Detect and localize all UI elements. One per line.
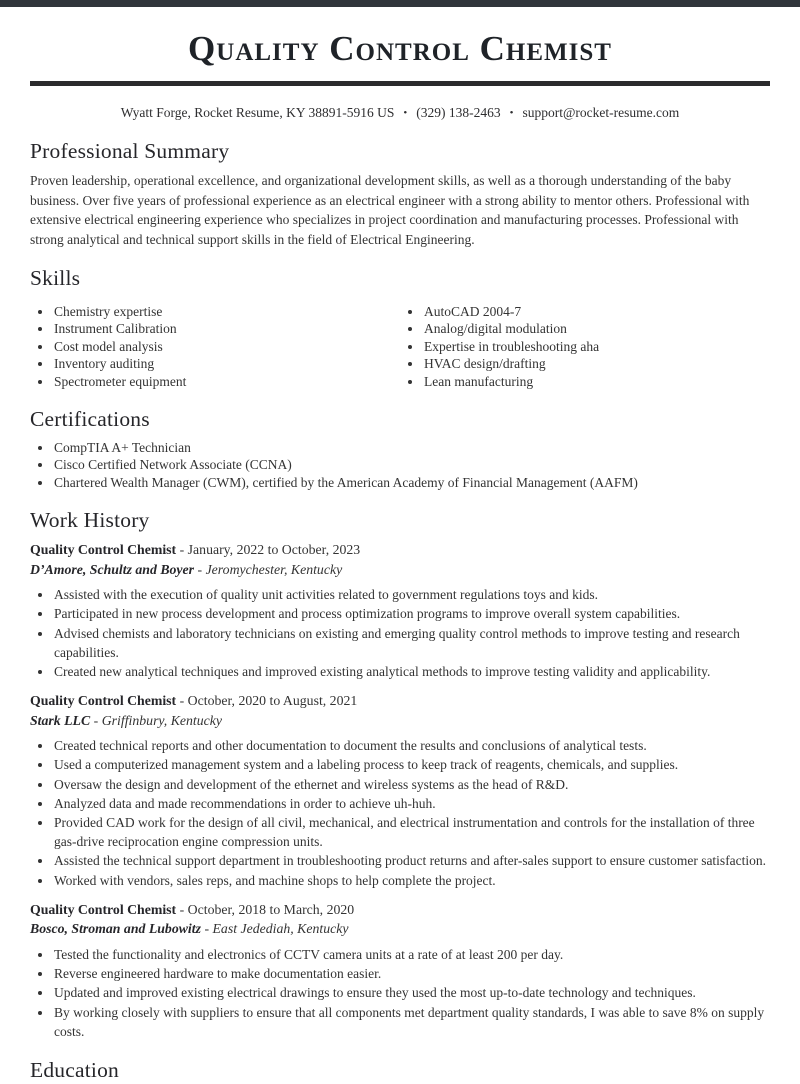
certifications-list: [30, 439, 770, 491]
resume-body: [0, 138, 800, 1084]
job-title: Quality Control Chemist: [30, 693, 177, 709]
skill-item: • Instrument Calibration: [53, 320, 400, 337]
skills-heading: Skills: [30, 266, 81, 290]
dash: -: [204, 921, 210, 937]
dash: -: [179, 693, 185, 709]
job-dates: October, 2018 to March, 2020: [187, 901, 355, 917]
skill-item: • Cost model analysis: [53, 338, 400, 355]
job-bullet-list: [30, 585, 770, 681]
skills-column-right: [400, 298, 770, 390]
job-bullet: • Assisted with the execution of quality unit activities related to government regulations toys and kids.: [53, 585, 770, 604]
job-bullet-list: [30, 945, 770, 1041]
job-company: D’Amore, Schultz and Boyer: [30, 561, 195, 577]
job-location: Griffinbury, Kentucky: [101, 712, 223, 728]
dash: -: [179, 542, 185, 558]
skill-item: • Spectrometer equipment: [53, 373, 400, 390]
job-title-line: [30, 540, 770, 560]
job-bullet: • By working closely with suppliers to ensure that all components met department quality standards, I was able to save 8% on supply costs.: [53, 1003, 770, 1041]
skill-item: • AutoCAD 2004-7: [423, 303, 770, 320]
contact-separator: •: [509, 107, 514, 119]
skill-item: • HVAC design/drafting: [423, 355, 770, 372]
job-bullet-list: [30, 736, 770, 890]
section-professional-summary: [30, 138, 770, 249]
job-bullet: • Tested the functionality and electronics of CCTV camera units at a rate of at least 200 per day.: [53, 945, 770, 964]
top-accent-bar: [0, 0, 800, 7]
dash: -: [93, 712, 99, 728]
skill-item: • Lean manufacturing: [423, 373, 770, 390]
skills-list-left: [30, 303, 400, 390]
title-divider-rule: [30, 81, 770, 86]
work-history-heading: Work History: [30, 508, 150, 533]
job-title-line: [30, 900, 770, 920]
skill-item: • Analog/digital modulation: [423, 320, 770, 337]
resume-title: Quality Control Chemist: [188, 29, 612, 68]
dash: -: [179, 901, 185, 917]
contact-phone: (329) 138-2463: [416, 105, 501, 120]
job-title-line: [30, 691, 770, 711]
job-company-line: [30, 711, 770, 731]
certifications-heading: Certifications: [30, 407, 150, 432]
job-bullet: • Reverse engineered hardware to make documentation easier.: [53, 964, 770, 983]
job-bullet: • Analyzed data and made recommendations in order to achieve uh-huh.: [53, 794, 770, 813]
contact-name-address: Wyatt Forge, Rocket Resume, KY 38891-5916 US: [120, 105, 395, 120]
skill-item: • Expertise in troubleshooting aha: [423, 338, 770, 355]
job-dates: January, 2022 to October, 2023: [187, 542, 361, 558]
section-education: [30, 1057, 770, 1084]
job-bullet: • Used a computerized management system and a labeling process to keep track of reagents, chemicals, and supplies.: [53, 755, 770, 774]
job-bullet: • Updated and improved existing electrical drawings to ensure they used the most up-to-date technology and techniques.: [53, 983, 770, 1002]
certification-item: • Chartered Wealth Manager (CWM), certified by the American Academy of Financial Management (AAFM): [53, 474, 770, 491]
job-company: Stark LLC: [30, 712, 91, 728]
job-bullet: • Provided CAD work for the design of all civil, mechanical, and electrical instrumentation and controls for the installation of three gas-drive reciprocation engine compression units.: [53, 813, 770, 851]
job-bullet: • Assisted the technical support department in troubleshooting product returns and after-sales support to ensure customer satisfaction.: [53, 851, 770, 870]
professional-summary-text: Proven leadership, operational excellence, and organizational development skills, as well as a thorough understanding of the baby business. Over five years of professional experience as an electrical engineer with a strong ability to mentor others. Professional with extensive electrical engineering experience who specializes in project coordination and manufacturing processes. Professional with strong analytical and technical support skills in the field of Electrical Engineering.: [30, 173, 750, 247]
section-work-history: [30, 507, 770, 1041]
contact-email: support@rocket-resume.com: [522, 105, 680, 120]
skills-list-right: [400, 303, 770, 390]
professional-summary-heading: Professional Summary: [30, 139, 230, 163]
contact-line: [0, 104, 800, 122]
job-location: Jeromychester, Kentucky: [205, 561, 343, 577]
job-bullet: • Participated in new process development and process optimization programs to improve overall system capabilities.: [53, 604, 770, 623]
skill-item: • Chemistry expertise: [53, 303, 400, 320]
job-bullet: • Oversaw the design and development of the ethernet and wireless systems as the head of R&D.: [53, 775, 770, 794]
section-certifications: [30, 406, 770, 491]
job-bullet: • Created technical reports and other documentation to document the results and conclusions of analytical tests.: [53, 736, 770, 755]
job-company: Bosco, Stroman and Lubowitz: [30, 921, 201, 937]
job-entry: [30, 540, 770, 681]
job-bullet: • Created new analytical techniques and improved existing analytical methods to improve testing validity and applicability.: [53, 662, 770, 681]
job-bullet: • Worked with vendors, sales reps, and machine shops to help complete the project.: [53, 871, 770, 890]
section-skills: [30, 265, 770, 390]
skill-item: • Inventory auditing: [53, 355, 400, 372]
job-bullet: • Advised chemists and laboratory technicians on existing and emerging quality control methods to improve testing and research capabilities.: [53, 624, 770, 662]
skills-column-left: [30, 298, 400, 390]
certification-item: • CompTIA A+ Technician: [53, 439, 770, 456]
contact-separator: •: [403, 107, 408, 119]
job-entry: [30, 691, 770, 890]
dash: -: [197, 561, 203, 577]
job-title: Quality Control Chemist: [30, 901, 177, 917]
certification-item: • Cisco Certified Network Associate (CCNA): [53, 456, 770, 473]
job-location: East Jedediah, Kentucky: [212, 921, 349, 937]
education-heading: Education: [30, 1057, 119, 1082]
job-dates: October, 2020 to August, 2021: [187, 693, 358, 709]
job-title: Quality Control Chemist: [30, 542, 177, 558]
job-company-line: [30, 919, 770, 939]
job-entry: [30, 900, 770, 1041]
skills-columns: [30, 298, 770, 390]
job-company-line: [30, 560, 770, 580]
